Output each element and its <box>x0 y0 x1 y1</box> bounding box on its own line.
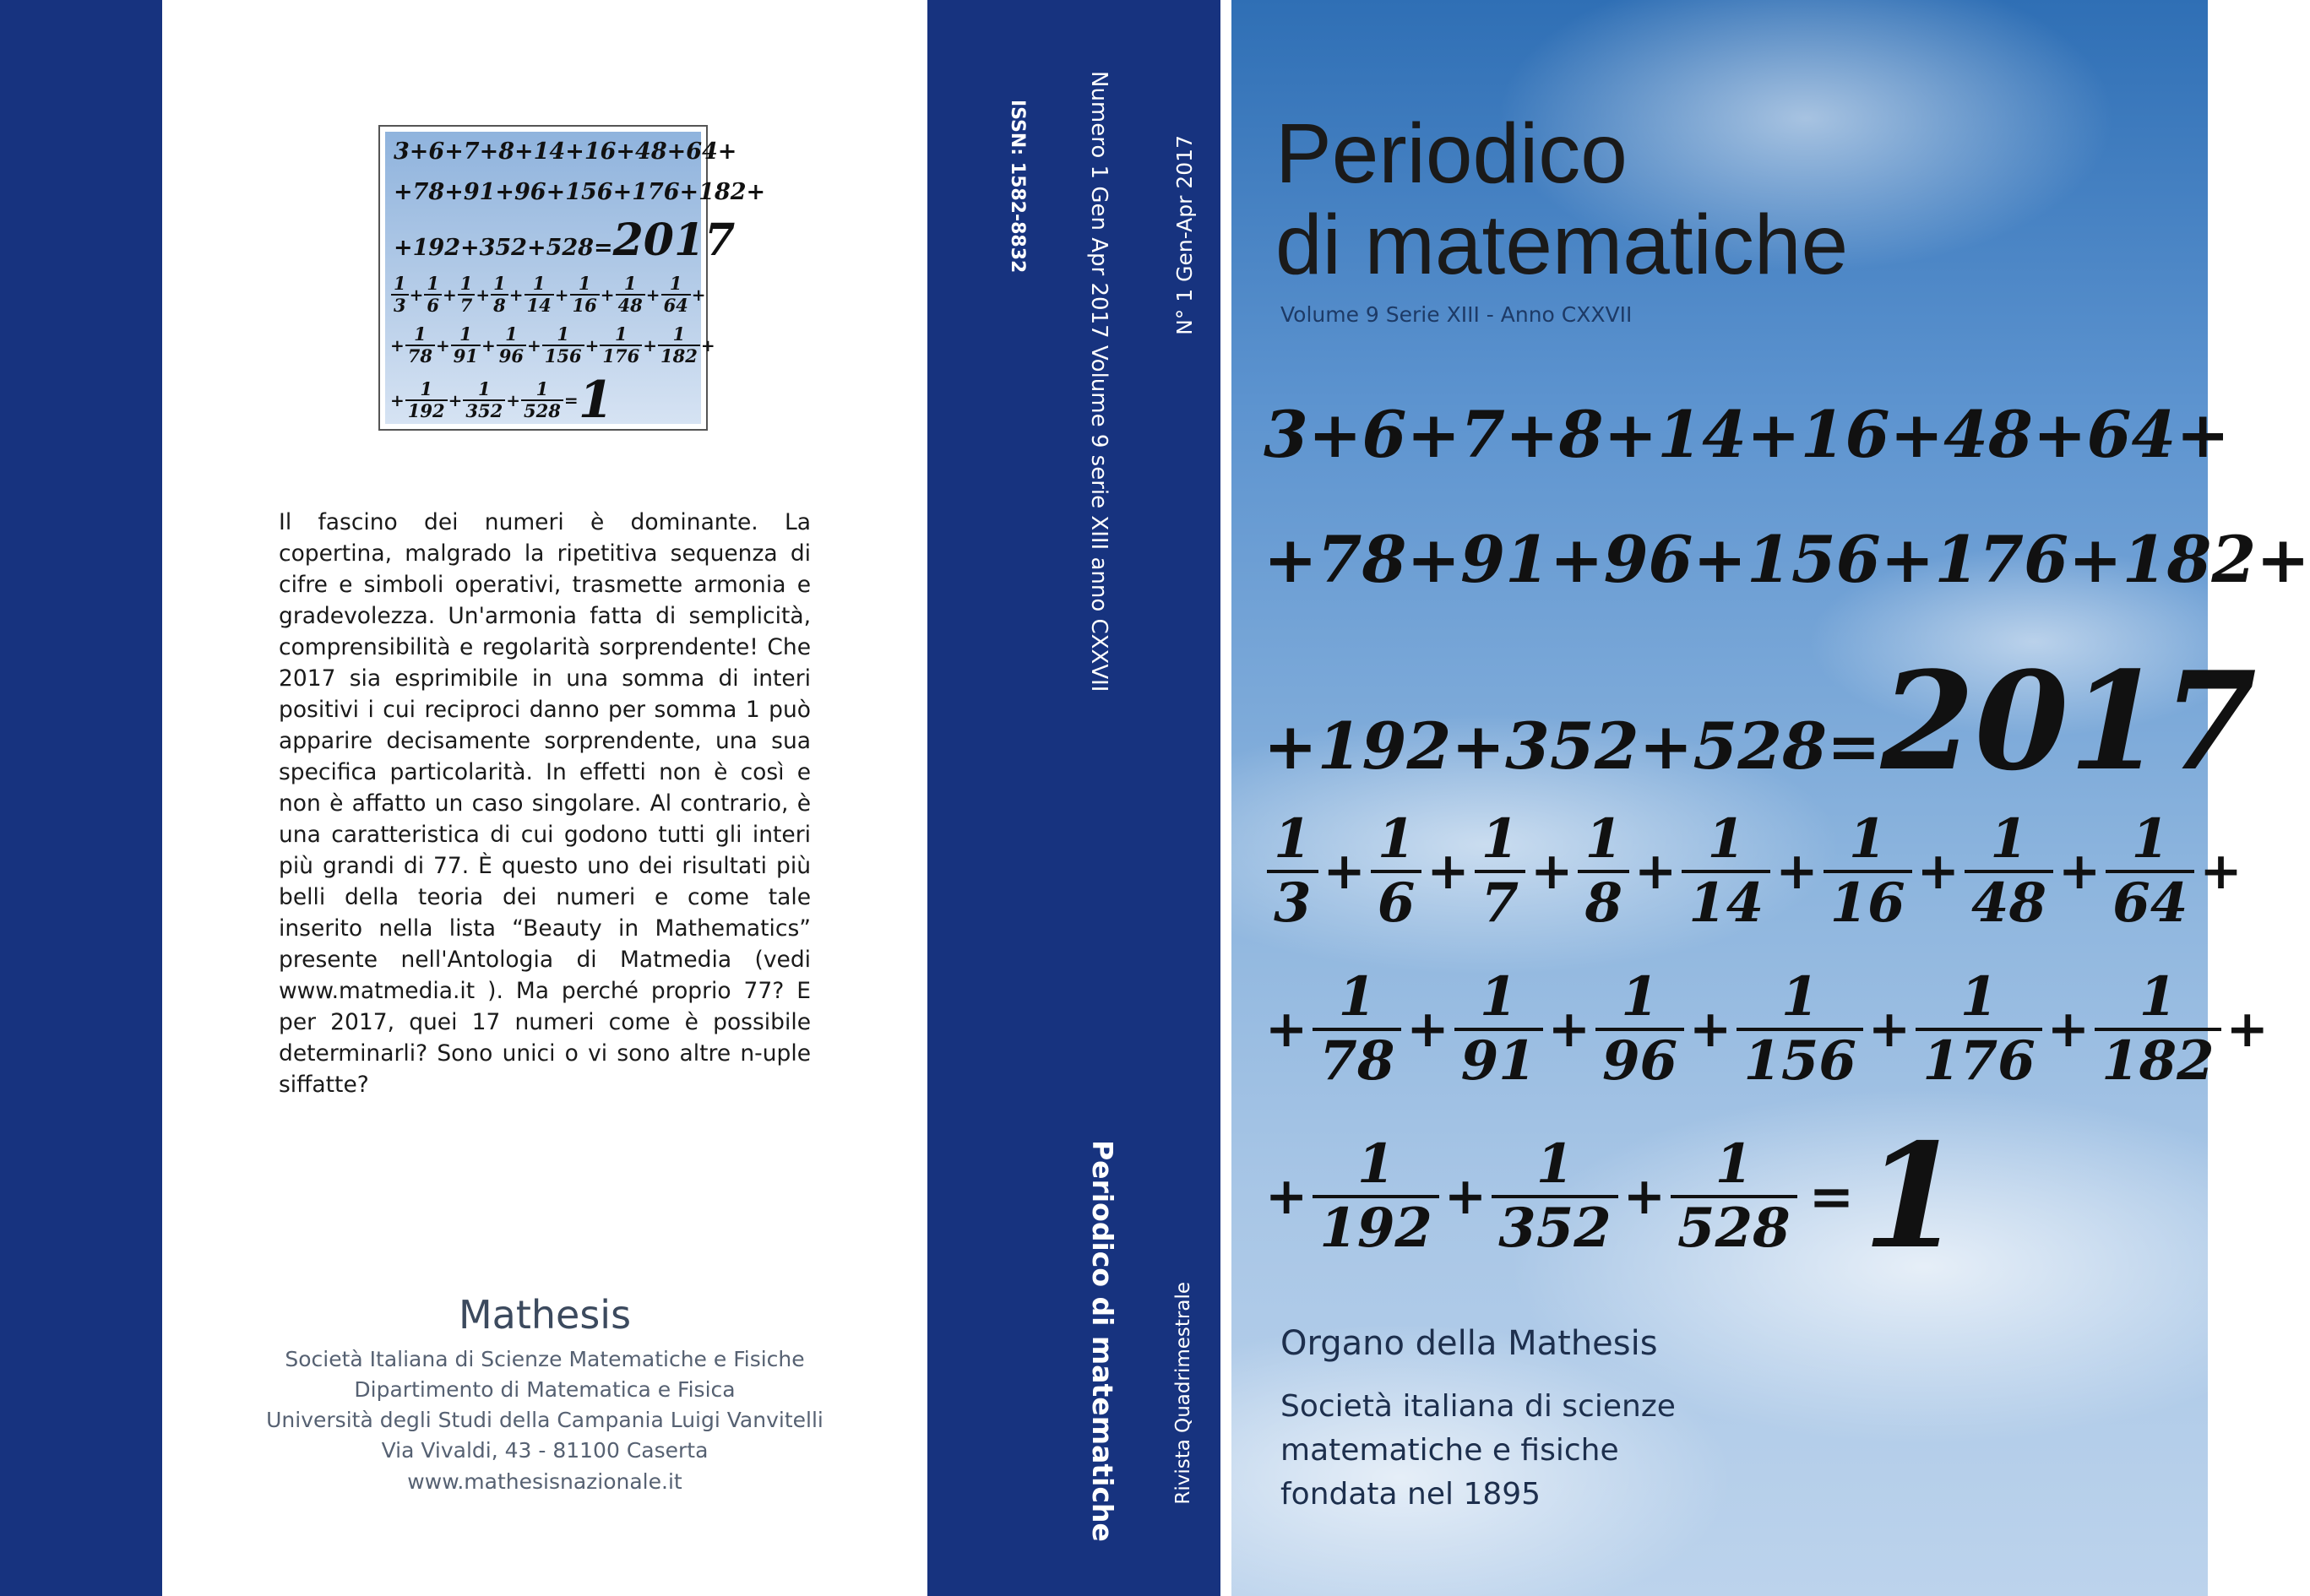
fraction-denominator: 352 <box>463 399 505 421</box>
thumb-sum-result: 2017 <box>612 214 736 266</box>
plus-sign: + <box>2058 842 2101 901</box>
plus-sign: + <box>1633 842 1677 901</box>
spine-gutter <box>1220 0 1231 1596</box>
thumb-fraction-row-2 <box>390 324 715 366</box>
fraction-denominator: 91 <box>451 345 481 366</box>
fraction <box>1916 967 2042 1092</box>
plus-sign: + <box>643 335 657 356</box>
fraction <box>1475 809 1526 934</box>
mathesis-title: Mathesis <box>458 1292 632 1338</box>
fraction-numerator: 1 <box>1707 807 1746 871</box>
fraction-denominator: 16 <box>570 294 600 316</box>
plus-sign: + <box>691 285 706 305</box>
fraction <box>451 324 481 366</box>
fraction-denominator: 182 <box>2095 1028 2221 1092</box>
plus-sign: + <box>2046 1000 2090 1059</box>
fraction-denominator: 528 <box>521 399 563 421</box>
plus-sign: + <box>390 390 405 410</box>
fraction-numerator: 1 <box>578 273 591 294</box>
fraction <box>570 274 600 316</box>
fraction-denominator: 192 <box>1313 1195 1439 1259</box>
fraction-denominator: 8 <box>491 294 508 316</box>
fraction-numerator: 1 <box>1990 807 2028 871</box>
fraction <box>600 324 642 366</box>
plus-sign: + <box>2226 1000 2269 1059</box>
fraction-numerator: 1 <box>623 273 637 294</box>
equals-sign: = <box>1808 1164 1855 1229</box>
plus-sign: + <box>1547 1000 1590 1059</box>
fraction-numerator: 1 <box>557 323 569 345</box>
mathesis-society: Società Italiana di Scienze Matematiche e Fisiche <box>285 1347 805 1371</box>
plus-sign: + <box>1867 1000 1911 1059</box>
fraction-numerator: 1 <box>532 273 546 294</box>
fraction-denominator: 528 <box>1671 1195 1797 1259</box>
fraction-numerator: 1 <box>394 273 406 294</box>
plus-sign: + <box>600 285 615 305</box>
thumb-sum-line-1: 3+6+7+8+14+16+48+64+ <box>394 138 737 165</box>
equals-sign: = <box>563 390 579 410</box>
fraction <box>1454 967 1543 1092</box>
fraction-denominator: 8 <box>1578 870 1629 934</box>
plus-sign: + <box>1427 842 1470 901</box>
fraction-denominator: 156 <box>1737 1028 1863 1092</box>
fraction <box>1578 809 1629 934</box>
fraction-denominator: 64 <box>2106 870 2194 934</box>
fraction <box>1671 1134 1797 1259</box>
fraction-denominator: 176 <box>600 345 642 366</box>
fraction <box>658 324 700 366</box>
sum-line-3 <box>1264 642 2257 801</box>
fraction-denominator: 156 <box>542 345 584 366</box>
fraction-denominator: 64 <box>661 294 691 316</box>
cover-title-line-1: Periodico <box>1275 106 1628 201</box>
fraction-denominator: 176 <box>1916 1028 2042 1092</box>
fraction-numerator: 1 <box>1338 965 1377 1029</box>
mathesis-website: www.mathesisnazionale.it <box>407 1469 682 1494</box>
fraction-row-2 <box>1264 967 2270 1092</box>
fraction-numerator: 1 <box>614 323 628 345</box>
thumb-sum-line-2: +78+91+96+156+176+182+ <box>394 179 766 205</box>
fraction-sum-result: 1 <box>578 371 614 430</box>
plus-sign: + <box>390 335 405 356</box>
left-blue-band <box>0 0 162 1596</box>
fraction <box>497 324 526 366</box>
mathesis-university: Università degli Studi della Campania Luigi Vanvitelli <box>266 1408 823 1432</box>
fraction <box>491 274 508 316</box>
organ-description-line-1: Società italiana di scienze <box>1280 1389 1676 1424</box>
fraction-numerator: 1 <box>1959 965 1998 1029</box>
fraction <box>1965 809 2053 934</box>
plus-sign: + <box>1775 842 1818 901</box>
fraction-denominator: 96 <box>1595 1028 1684 1092</box>
fraction-denominator: 3 <box>391 294 409 316</box>
organ-description-line-3: fondata nel 1895 <box>1280 1477 1541 1512</box>
fraction-numerator: 1 <box>669 273 682 294</box>
fraction-numerator: 1 <box>459 323 472 345</box>
fraction-denominator: 16 <box>1824 870 1912 934</box>
plus-sign: + <box>1916 842 1959 901</box>
fraction <box>2106 809 2194 934</box>
fraction <box>1267 809 1318 934</box>
fraction-numerator: 1 <box>1780 965 1819 1029</box>
sum-line-1: 3+6+7+8+14+16+48+64+ <box>1264 397 2231 472</box>
fraction-numerator: 1 <box>1479 965 1518 1029</box>
mathesis-department: Dipartimento di Matematica e Fisica <box>354 1377 736 1402</box>
fraction-numerator: 1 <box>1377 807 1416 871</box>
plus-sign: + <box>584 335 600 356</box>
plus-sign: + <box>508 285 524 305</box>
fraction <box>391 274 409 316</box>
fraction <box>525 274 554 316</box>
plus-sign: + <box>1265 1167 1308 1226</box>
plus-sign: + <box>481 335 496 356</box>
fraction <box>458 274 476 316</box>
fraction-numerator: 1 <box>414 323 427 345</box>
spine-volume-info: Numero 1 Gen Apr 2017 Volume 9 serie XIII anno CXXVII <box>1086 71 1112 692</box>
plus-sign: + <box>443 285 457 305</box>
plus-sign: + <box>1530 842 1574 901</box>
cover-thumbnail <box>378 125 766 431</box>
fraction-numerator: 1 <box>1274 807 1312 871</box>
fraction <box>405 324 435 366</box>
plus-sign: + <box>554 285 569 305</box>
fraction-numerator: 1 <box>1584 807 1622 871</box>
plus-sign: + <box>2199 842 2242 901</box>
fraction-numerator: 1 <box>2139 965 2177 1029</box>
fraction-numerator: 1 <box>493 273 506 294</box>
mathesis-address: Via Vivaldi, 43 - 81100 Caserta <box>381 1438 709 1463</box>
fraction-row-1 <box>1264 809 2244 934</box>
fraction-denominator: 91 <box>1454 1028 1543 1092</box>
fraction <box>1595 967 1684 1092</box>
fraction <box>1371 809 1422 934</box>
cover-title-line-2: di matematiche <box>1275 198 1849 292</box>
fraction-numerator: 1 <box>477 378 491 399</box>
fraction-denominator: 182 <box>658 345 700 366</box>
fraction-denominator: 6 <box>424 294 442 316</box>
plus-sign: + <box>527 335 541 356</box>
sum-line-3-prefix: +192+352+528= <box>1264 708 1881 784</box>
fraction <box>542 324 584 366</box>
sum-line-2: +78+91+96+156+176+182+ <box>1264 522 2310 597</box>
organ-description <box>1280 1385 1676 1517</box>
fraction <box>661 274 691 316</box>
fraction-numerator: 1 <box>1621 965 1659 1029</box>
fraction <box>405 379 448 421</box>
fraction-denominator: 48 <box>616 294 645 316</box>
fraction-denominator: 78 <box>1313 1028 1401 1092</box>
fraction-numerator: 1 <box>505 323 518 345</box>
fraction <box>521 379 563 421</box>
plus-sign: + <box>409 285 424 305</box>
fraction <box>616 274 645 316</box>
plus-sign: + <box>476 285 491 305</box>
fraction <box>1492 1134 1618 1259</box>
fraction-numerator: 1 <box>1481 807 1519 871</box>
fraction-denominator: 352 <box>1492 1195 1618 1259</box>
fraction <box>424 274 442 316</box>
plus-sign: + <box>1323 842 1366 901</box>
spine-issn: ISSN: 1582-8832 <box>1007 100 1028 274</box>
fraction-sum-result: 1 <box>1862 1112 1963 1281</box>
fraction-denominator: 48 <box>1965 870 2053 934</box>
plus-sign: + <box>448 390 463 410</box>
fraction-numerator: 1 <box>2131 807 2170 871</box>
fraction-numerator: 1 <box>672 323 686 345</box>
sum-result: 2017 <box>1880 642 2257 801</box>
plus-sign: + <box>436 335 450 356</box>
thumb-fraction-row-3 <box>390 371 614 430</box>
fraction <box>1824 809 1912 934</box>
fraction <box>463 379 505 421</box>
organ-heading: Organo della Mathesis <box>1280 1324 1658 1363</box>
plus-sign: + <box>1689 1000 1732 1059</box>
plus-sign: + <box>506 390 520 410</box>
fraction-numerator: 1 <box>427 273 440 294</box>
plus-sign: + <box>1406 1000 1449 1059</box>
plus-sign: + <box>1443 1167 1487 1226</box>
plus-sign: + <box>1622 1167 1666 1226</box>
spine-title: Periodico di matematiche <box>1086 1140 1119 1542</box>
fraction <box>1313 1134 1439 1259</box>
fraction-denominator: 14 <box>525 294 554 316</box>
fraction-denominator: 192 <box>405 399 448 421</box>
fraction-denominator: 96 <box>497 345 526 366</box>
fraction-row-3 <box>1264 1112 1963 1281</box>
plus-sign: + <box>700 335 715 356</box>
fraction <box>2095 967 2221 1092</box>
thumbnail-sky <box>385 132 766 430</box>
fraction <box>1737 967 1863 1092</box>
cover-subtitle: Volume 9 Serie XIII - Anno CXXVII <box>1280 302 1633 327</box>
fraction-denominator: 7 <box>1475 870 1526 934</box>
fraction-numerator: 1 <box>535 378 549 399</box>
fraction-denominator: 6 <box>1371 870 1422 934</box>
thumb-fraction-row-1 <box>390 274 706 316</box>
back-cover-blurb: Il fascino dei numeri è dominante. La copertina, malgrado la ripetitiva sequenza di cifre e simboli operativi, trasmette armonia e gradevolezza. Un'armonia fatta di semplicità, comprensibilità e regolarità sorprendente! Che 2017 sia esprimibile in una somma di interi positivi i cui reciproci danno per somma 1 può apparire decisamente sorprendente, una sua specifica particolarità. In effetti non è così e non è affatto un caso singolare. Al contrario, è una caratteristica di cui godono tutti gli interi più grandi di 77. È questo uno dei risultati più belli della teoria dei numeri e come tale inserito nella lista “Beauty in Mathematics” presente nell'Antologia di Matmedia (vedi www.matmedia.it ). Ma perché proprio 77? E per 2017, quei 17 numeri come è possibile determinarli? Sono unici o vi sono altre n-uple siffatte? <box>279 509 811 1098</box>
fraction-numerator: 1 <box>1715 1132 1753 1196</box>
fraction-denominator: 7 <box>458 294 476 316</box>
fraction-numerator: 1 <box>1535 1132 1574 1196</box>
organ-description-line-2: matematiche e fisiche <box>1280 1433 1619 1468</box>
fraction-numerator: 1 <box>1356 1132 1395 1196</box>
fraction-numerator: 1 <box>1848 807 1887 871</box>
fraction <box>1682 809 1770 934</box>
fraction-numerator: 1 <box>420 378 432 399</box>
thumb-sum-line-3 <box>394 214 735 266</box>
fraction-denominator: 78 <box>405 345 435 366</box>
fraction <box>1313 967 1401 1092</box>
spine-periodicity: Rivista Quadrimestrale <box>1172 1282 1194 1505</box>
plus-sign: + <box>1265 1000 1308 1059</box>
fraction-denominator: 3 <box>1267 870 1318 934</box>
plus-sign: + <box>645 285 660 305</box>
fraction-numerator: 1 <box>459 273 473 294</box>
cover-title <box>1275 108 1848 290</box>
fraction-denominator: 14 <box>1682 870 1770 934</box>
front-cover <box>1231 0 2310 1596</box>
thumb-sum-prefix: +192+352+528= <box>394 235 613 261</box>
spine-issue-short: N° 1 Gen-Apr 2017 <box>1172 135 1197 335</box>
